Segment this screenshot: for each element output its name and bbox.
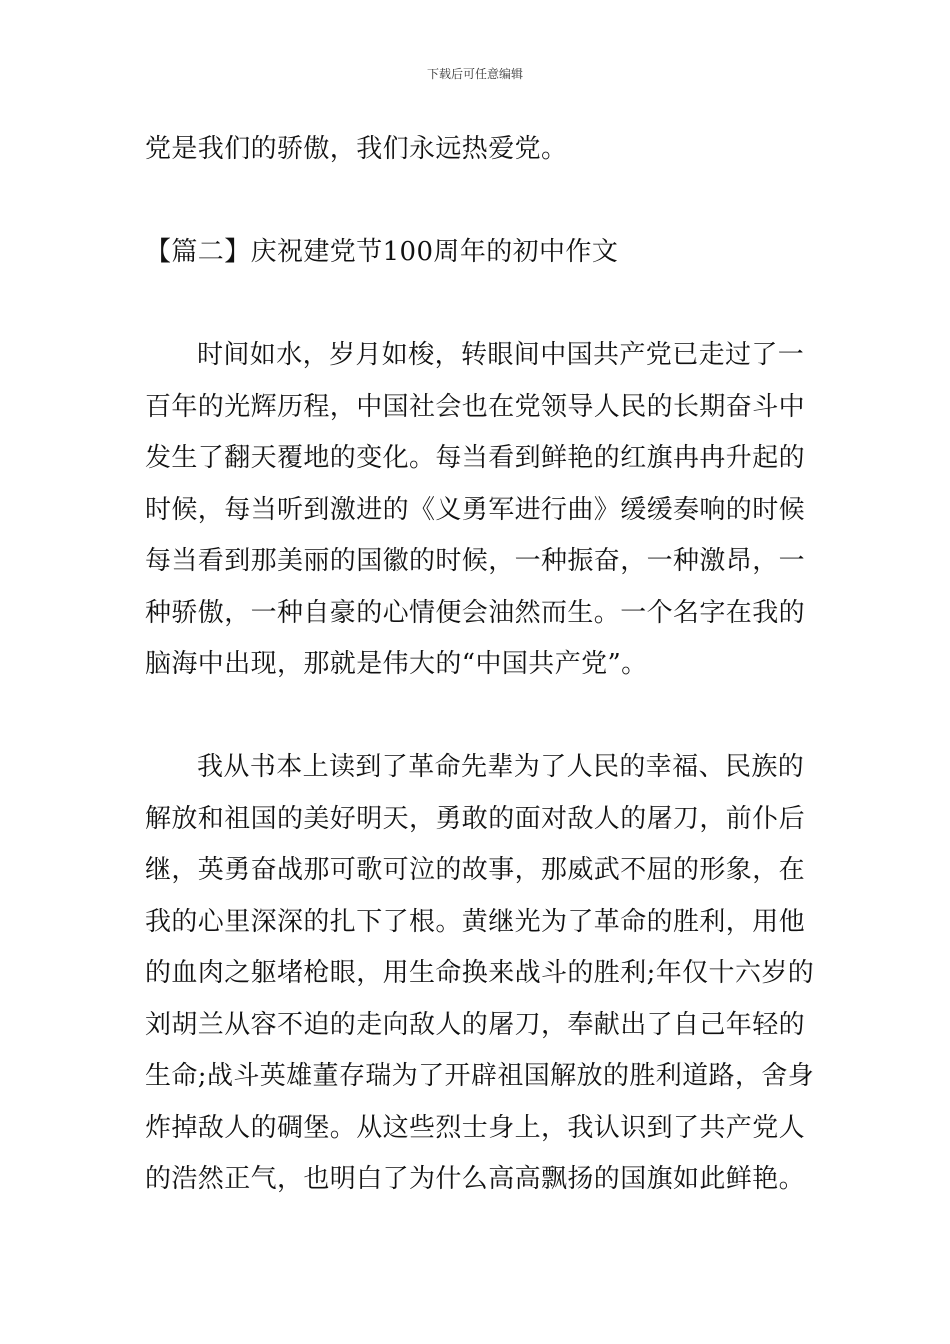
paragraph-gap bbox=[145, 691, 813, 743]
paragraph-line: 我的心里深深的扎下了根。黄继光为了革命的胜利，用他 bbox=[145, 906, 806, 937]
paragraph-gap bbox=[145, 176, 813, 228]
paragraph-gap bbox=[145, 279, 813, 331]
document-body bbox=[145, 124, 813, 1206]
paragraph-line: 继，英勇奋战那可歌可泣的故事，那威武不屈的形象，在 bbox=[145, 855, 806, 885]
paragraph-line: 种骄傲，一种自豪的心情便会油然而生。一个名字在我的 bbox=[145, 597, 806, 628]
paragraph-1 bbox=[145, 330, 813, 691]
paragraph-2 bbox=[145, 742, 813, 1206]
paragraph-line: 炸掉敌人的碉堡。从这些烈士身上，我认识到了共产党人 bbox=[145, 1112, 806, 1143]
paragraph-line: 时间如水，岁月如梭，转眼间中国共产党已走过了一 bbox=[197, 340, 805, 370]
paragraph-line: 时候，每当听到激进的《义勇军进行曲》缓缓奏响的时候 bbox=[145, 494, 806, 525]
paragraph-line: 脑海中出现，那就是伟大的“中国共产党”。 bbox=[145, 649, 648, 679]
paragraph-line: 刘胡兰从容不迫的走向敌人的屠刀，奉献出了自己年轻的 bbox=[145, 1009, 806, 1040]
paragraph-line: 每当看到那美丽的国徽的时候，一种振奋，一种激昂，一 bbox=[145, 546, 806, 576]
paragraph-line: 发生了翻天覆地的变化。每当看到鲜艳的红旗冉冉升起的 bbox=[145, 443, 806, 473]
paragraph-line: 生命;战斗英雄董存瑞为了开辟祖国解放的胜利道路，舍身 bbox=[145, 1061, 815, 1091]
paragraph-line: 的浩然正气，也明白了为什么高高飘扬的国旗如此鲜艳。 bbox=[145, 1164, 806, 1194]
paragraph-line: 解放和祖国的美好明天，勇敢的面对敌人的屠刀，前仆后 bbox=[145, 803, 806, 834]
section-title: 【篇二】庆祝建党节100周年的初中作文 bbox=[145, 237, 619, 267]
paragraph-line: 的血肉之躯堵枪眼，用生命换来战斗的胜利;年仅十六岁的 bbox=[145, 958, 815, 988]
paragraph-line: 百年的光辉历程，中国社会也在党领导人民的长期奋斗中 bbox=[145, 391, 806, 422]
paragraph-line: 我从书本上读到了革命先辈为了人民的幸福、民族的 bbox=[197, 752, 805, 782]
closing-line: 党是我们的骄傲，我们永远热爱党。 bbox=[145, 134, 568, 164]
page-header-note: 下载后可任意编辑 bbox=[426, 67, 523, 81]
